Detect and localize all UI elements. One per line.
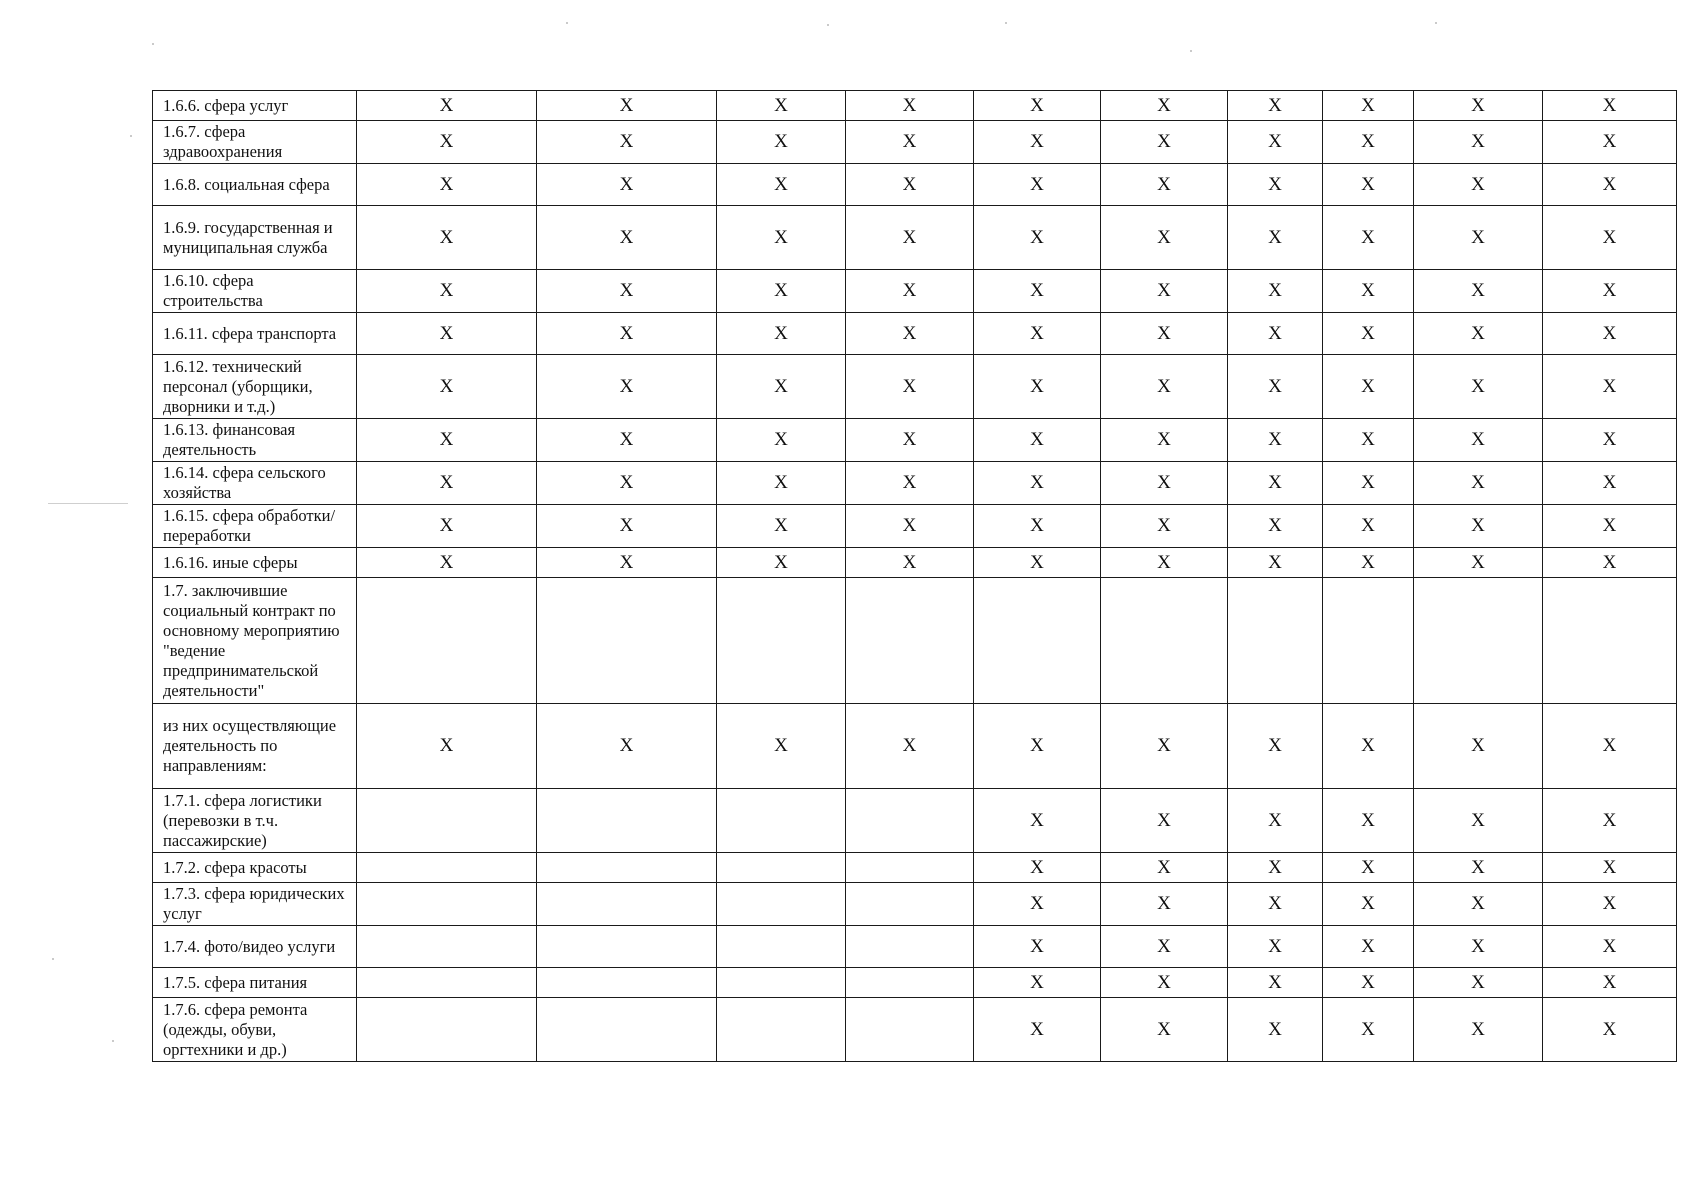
table-row — [153, 789, 1677, 853]
table-cell: X — [974, 548, 1101, 578]
table-cell: X — [1323, 355, 1414, 419]
table-cell: X — [1101, 968, 1228, 998]
table-cell — [1228, 578, 1323, 704]
table-cell: X — [846, 206, 974, 270]
table-cell: X — [1323, 704, 1414, 789]
table-cell: X — [1101, 462, 1228, 505]
table-cell: X — [537, 121, 717, 164]
table-row — [153, 91, 1677, 121]
table-cell: X — [717, 91, 846, 121]
table-cell: X — [1414, 704, 1543, 789]
table-cell: X — [1543, 270, 1677, 313]
table-cell: X — [974, 313, 1101, 355]
table-cell: X — [1543, 355, 1677, 419]
table-cell: X — [1101, 270, 1228, 313]
table-cell: X — [846, 355, 974, 419]
table-cell — [537, 926, 717, 968]
table-cell: X — [357, 704, 537, 789]
data-table — [152, 90, 1677, 1062]
table-cell: X — [974, 419, 1101, 462]
table-cell: X — [1228, 270, 1323, 313]
table-cell: X — [1101, 789, 1228, 853]
table-cell: X — [1414, 462, 1543, 505]
table-cell: X — [1101, 998, 1228, 1062]
table-cell — [537, 853, 717, 883]
table-row — [153, 505, 1677, 548]
table-row — [153, 419, 1677, 462]
table-cell: X — [357, 164, 537, 206]
table-cell: X — [1228, 419, 1323, 462]
table-cell — [717, 789, 846, 853]
scan-speck — [130, 135, 132, 137]
table-row — [153, 578, 1677, 704]
table-row — [153, 462, 1677, 505]
table-cell: X — [717, 270, 846, 313]
table-cell: X — [357, 548, 537, 578]
row-label: 1.7.4. фото/видео услуги — [153, 926, 357, 968]
table-cell: X — [537, 505, 717, 548]
row-label: из них осуществляющие деятельность по направлениям: — [153, 704, 357, 789]
table-cell: X — [1414, 926, 1543, 968]
table-row — [153, 883, 1677, 926]
table-cell: X — [537, 206, 717, 270]
table-cell: X — [357, 91, 537, 121]
table-cell: X — [846, 505, 974, 548]
table-row — [153, 548, 1677, 578]
table-cell: X — [1101, 419, 1228, 462]
table-cell: X — [1543, 462, 1677, 505]
scan-speck — [1190, 50, 1192, 52]
table-cell: X — [537, 164, 717, 206]
table-cell: X — [1543, 164, 1677, 206]
table-cell — [357, 883, 537, 926]
table-cell: X — [1414, 419, 1543, 462]
table-row — [153, 926, 1677, 968]
table-row — [153, 270, 1677, 313]
table-cell: X — [974, 505, 1101, 548]
table-cell: X — [1543, 419, 1677, 462]
table-cell: X — [1228, 548, 1323, 578]
table-cell: X — [537, 704, 717, 789]
table-cell: X — [974, 998, 1101, 1062]
row-label: 1.6.15. сфера обработки/переработки — [153, 505, 357, 548]
row-label: 1.6.9. государственная и муниципальная служба — [153, 206, 357, 270]
table-cell: X — [357, 355, 537, 419]
table-cell: X — [1323, 91, 1414, 121]
table-cell: X — [1323, 270, 1414, 313]
table-row — [153, 355, 1677, 419]
table-cell: X — [1228, 853, 1323, 883]
table-cell: X — [1414, 968, 1543, 998]
row-label: 1.7.5. сфера питания — [153, 968, 357, 998]
table-cell: X — [1414, 853, 1543, 883]
table-cell — [537, 883, 717, 926]
table-cell: X — [1323, 789, 1414, 853]
table-cell: X — [974, 164, 1101, 206]
scan-speck — [827, 24, 829, 26]
table-cell: X — [1323, 505, 1414, 548]
table-cell: X — [1101, 121, 1228, 164]
table-cell: X — [1323, 121, 1414, 164]
table-cell — [357, 578, 537, 704]
scan-speck — [112, 1040, 114, 1042]
scan-speck — [152, 43, 154, 45]
table-cell: X — [846, 270, 974, 313]
table-cell: X — [1228, 505, 1323, 548]
table-cell: X — [1323, 998, 1414, 1062]
table-cell: X — [1323, 968, 1414, 998]
table-cell: X — [717, 704, 846, 789]
table-cell: X — [1228, 206, 1323, 270]
table-row — [153, 164, 1677, 206]
table-cell: X — [357, 505, 537, 548]
table-cell: X — [1228, 789, 1323, 853]
row-label: 1.7.2. сфера красоты — [153, 853, 357, 883]
table-cell: X — [1543, 968, 1677, 998]
table-cell: X — [1543, 505, 1677, 548]
row-label: 1.6.7. сфера здравоохранения — [153, 121, 357, 164]
table-cell: X — [974, 462, 1101, 505]
table-cell: X — [846, 313, 974, 355]
table-row — [153, 313, 1677, 355]
table-cell — [846, 998, 974, 1062]
table-row — [153, 206, 1677, 270]
table-cell: X — [537, 419, 717, 462]
scan-speck — [566, 22, 568, 24]
table-cell: X — [1414, 505, 1543, 548]
table-cell: X — [974, 121, 1101, 164]
row-label: 1.6.14. сфера сельского хозяйства — [153, 462, 357, 505]
table-cell — [357, 998, 537, 1062]
table-cell: X — [1228, 462, 1323, 505]
table-cell: X — [974, 355, 1101, 419]
table-cell: X — [1228, 883, 1323, 926]
table-cell: X — [1543, 121, 1677, 164]
table-row — [153, 853, 1677, 883]
table-cell: X — [357, 313, 537, 355]
table-cell: X — [1101, 355, 1228, 419]
table-cell: X — [846, 548, 974, 578]
table-cell: X — [1543, 206, 1677, 270]
table-cell: X — [1323, 462, 1414, 505]
table-cell: X — [1414, 164, 1543, 206]
table-cell: X — [974, 270, 1101, 313]
table-cell: X — [1323, 164, 1414, 206]
row-label: 1.7.1. сфера логистики (перевозки в т.ч. пассажирские) — [153, 789, 357, 853]
table-cell: X — [846, 704, 974, 789]
table-cell: X — [1543, 853, 1677, 883]
table-cell: X — [1414, 548, 1543, 578]
table-cell: X — [717, 206, 846, 270]
table-cell: X — [1101, 704, 1228, 789]
table-cell: X — [1228, 355, 1323, 419]
table-cell: X — [717, 355, 846, 419]
table-cell — [974, 578, 1101, 704]
table-cell: X — [537, 91, 717, 121]
table-cell — [846, 853, 974, 883]
table-cell: X — [537, 548, 717, 578]
table-cell — [717, 926, 846, 968]
row-label: 1.7.3. сфера юридических услуг — [153, 883, 357, 926]
table-cell: X — [357, 462, 537, 505]
table-row — [153, 998, 1677, 1062]
table-cell: X — [1323, 853, 1414, 883]
table-cell: X — [1323, 313, 1414, 355]
table-cell — [357, 968, 537, 998]
table-cell: X — [974, 853, 1101, 883]
table-cell: X — [1414, 91, 1543, 121]
row-label: 1.6.12. технический персонал (уборщики, дворники и т.д.) — [153, 355, 357, 419]
table-cell: X — [717, 462, 846, 505]
table-cell: X — [1414, 270, 1543, 313]
table-cell — [846, 789, 974, 853]
table-cell: X — [357, 419, 537, 462]
scan-line — [48, 503, 128, 504]
table-cell — [537, 578, 717, 704]
table-body — [153, 91, 1677, 1062]
table-cell: X — [1228, 91, 1323, 121]
table-cell: X — [1414, 789, 1543, 853]
table-cell: X — [846, 462, 974, 505]
row-label: 1.6.11. сфера транспорта — [153, 313, 357, 355]
table-cell — [357, 926, 537, 968]
scan-speck — [52, 958, 54, 960]
table-cell: X — [974, 883, 1101, 926]
table-cell — [537, 968, 717, 998]
row-label: 1.6.6. сфера услуг — [153, 91, 357, 121]
row-label: 1.7. заключившие социальный контракт по основному мероприятию "ведение предпринимательской деятельности" — [153, 578, 357, 704]
table-cell: X — [846, 121, 974, 164]
table-cell: X — [1543, 313, 1677, 355]
table-cell: X — [1101, 313, 1228, 355]
table-cell — [846, 926, 974, 968]
row-label: 1.6.10. сфера строительства — [153, 270, 357, 313]
table-cell — [717, 883, 846, 926]
table-cell: X — [1101, 883, 1228, 926]
table-cell: X — [1323, 926, 1414, 968]
table-row — [153, 968, 1677, 998]
table-cell: X — [1228, 926, 1323, 968]
table-cell: X — [537, 313, 717, 355]
table-cell: X — [717, 505, 846, 548]
table-cell: X — [1414, 355, 1543, 419]
table-cell — [717, 853, 846, 883]
table-cell: X — [974, 926, 1101, 968]
table-cell: X — [1543, 548, 1677, 578]
table-cell: X — [1228, 313, 1323, 355]
table-cell: X — [537, 462, 717, 505]
table-row — [153, 121, 1677, 164]
table-cell: X — [1323, 206, 1414, 270]
table-cell: X — [974, 91, 1101, 121]
table-cell — [1414, 578, 1543, 704]
table-cell: X — [537, 355, 717, 419]
table-cell — [717, 578, 846, 704]
table-cell: X — [1228, 164, 1323, 206]
table-cell: X — [357, 270, 537, 313]
scan-speck — [1435, 22, 1437, 24]
table-cell: X — [1101, 91, 1228, 121]
table-cell: X — [1228, 998, 1323, 1062]
table-cell — [846, 968, 974, 998]
row-label: 1.7.6. сфера ремонта (одежды, обуви, оргтехники и др.) — [153, 998, 357, 1062]
table-cell: X — [717, 419, 846, 462]
table-cell — [846, 578, 974, 704]
row-label: 1.6.8. социальная сфера — [153, 164, 357, 206]
table-cell — [1101, 578, 1228, 704]
scan-speck — [1005, 22, 1007, 24]
row-label: 1.6.16. иные сферы — [153, 548, 357, 578]
table-cell: X — [357, 206, 537, 270]
table-cell — [357, 853, 537, 883]
table-cell: X — [1228, 121, 1323, 164]
table-cell: X — [1323, 419, 1414, 462]
table-cell: X — [974, 789, 1101, 853]
table-cell: X — [1323, 883, 1414, 926]
table-cell: X — [357, 121, 537, 164]
table-cell: X — [1101, 505, 1228, 548]
table-cell: X — [1323, 548, 1414, 578]
table-cell: X — [1414, 121, 1543, 164]
table-cell: X — [717, 164, 846, 206]
table-cell: X — [974, 704, 1101, 789]
table-cell: X — [1414, 998, 1543, 1062]
table-cell: X — [1414, 883, 1543, 926]
table-cell: X — [1543, 704, 1677, 789]
table-cell: X — [1414, 313, 1543, 355]
table-cell: X — [1228, 704, 1323, 789]
table-cell — [846, 883, 974, 926]
table-cell: X — [846, 91, 974, 121]
table-cell — [357, 789, 537, 853]
row-label: 1.6.13. финансовая деятельность — [153, 419, 357, 462]
table-cell — [537, 998, 717, 1062]
table-cell: X — [1101, 548, 1228, 578]
table-cell: X — [717, 313, 846, 355]
table-cell: X — [1543, 91, 1677, 121]
table-cell: X — [537, 270, 717, 313]
table-cell: X — [1543, 789, 1677, 853]
table-cell — [537, 789, 717, 853]
table-cell: X — [1101, 206, 1228, 270]
table-row — [153, 704, 1677, 789]
table-cell: X — [1101, 926, 1228, 968]
table-cell: X — [1101, 853, 1228, 883]
table-cell — [1323, 578, 1414, 704]
table-cell — [717, 968, 846, 998]
table-cell: X — [846, 419, 974, 462]
table-cell — [1543, 578, 1677, 704]
table-cell — [717, 998, 846, 1062]
table-cell: X — [1543, 998, 1677, 1062]
table-cell: X — [1414, 206, 1543, 270]
table-cell: X — [1228, 968, 1323, 998]
table-cell: X — [1101, 164, 1228, 206]
table-cell: X — [1543, 926, 1677, 968]
table-cell: X — [974, 206, 1101, 270]
table-cell: X — [717, 121, 846, 164]
table-cell: X — [1543, 883, 1677, 926]
table-cell: X — [717, 548, 846, 578]
table-cell: X — [974, 968, 1101, 998]
table-cell: X — [846, 164, 974, 206]
